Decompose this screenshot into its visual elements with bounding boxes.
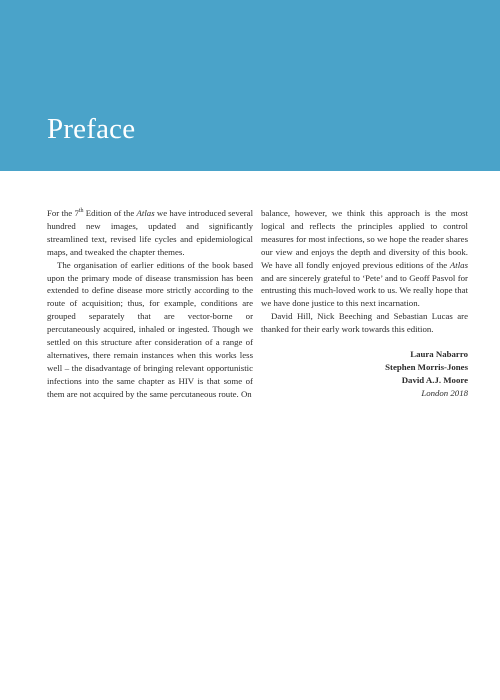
author-name: David A.J. Moore — [401, 374, 468, 385]
right-column — [261, 207, 468, 400]
page-title: Preface — [47, 113, 136, 145]
ordinal-superscript: th — [78, 208, 84, 215]
paragraph-intro-text-c: we have introduced several hundred new images, updated and significantly streamlined text, revised life cycles and epidemiological maps, and tweaked the chapter themes. — [47, 208, 254, 257]
paragraph-balance — [261, 207, 468, 310]
left-column — [47, 207, 253, 401]
paragraph-acknowledgements: David Hill, Nick Beeching and Sebastian Lucas are thanked for their early work towards this edition. — [261, 311, 468, 335]
paragraph-balance-text-b: and are sincerely grateful to ‘Pete’ and to Geoff Pasvol for entrusting this much-loved work to us. We really hope that we have done justice to this next incarnation. — [261, 272, 468, 309]
place-date: London 2018 — [421, 387, 468, 398]
paragraph-intro-text-b: Edition of the — [83, 208, 137, 218]
author-name: Laura Nabarro — [410, 349, 468, 360]
paragraph-balance-text-a: balance, however, we think this approach is the most logical and reflects the principles applied to control measures for most infections, so we hope the reader shares our view and enjoys the depth and diversity of this book. We have all fondly enjoyed previous editions of the — [261, 208, 468, 270]
atlas-title-italic: Atlas — [449, 259, 468, 270]
atlas-title-italic: Atlas — [136, 208, 155, 218]
paragraph-intro — [47, 207, 253, 259]
paragraph-organisation: The organisation of earlier editions of the book based upon the primary mode of disease transmission has been extended to define disease more strictly according to the route of acquisition; thus, for example, conditions are grouped separately that are vector-borne or percutaneously acquired, inhaled or ingested. Though we settled on this structure after consideration of a range of alternatives, there remain instances when this works less well – the disadvantage of bringing relevant opportunistic infections into the same chapter as HIV is that some of them are not acquired by the same percutaneous route. On — [47, 259, 253, 399]
author-name: Stephen Morris-Jones — [385, 361, 468, 372]
header-banner — [0, 0, 500, 171]
paragraph-intro-text-a: For the 7 — [47, 208, 79, 218]
signature-block — [261, 348, 468, 400]
